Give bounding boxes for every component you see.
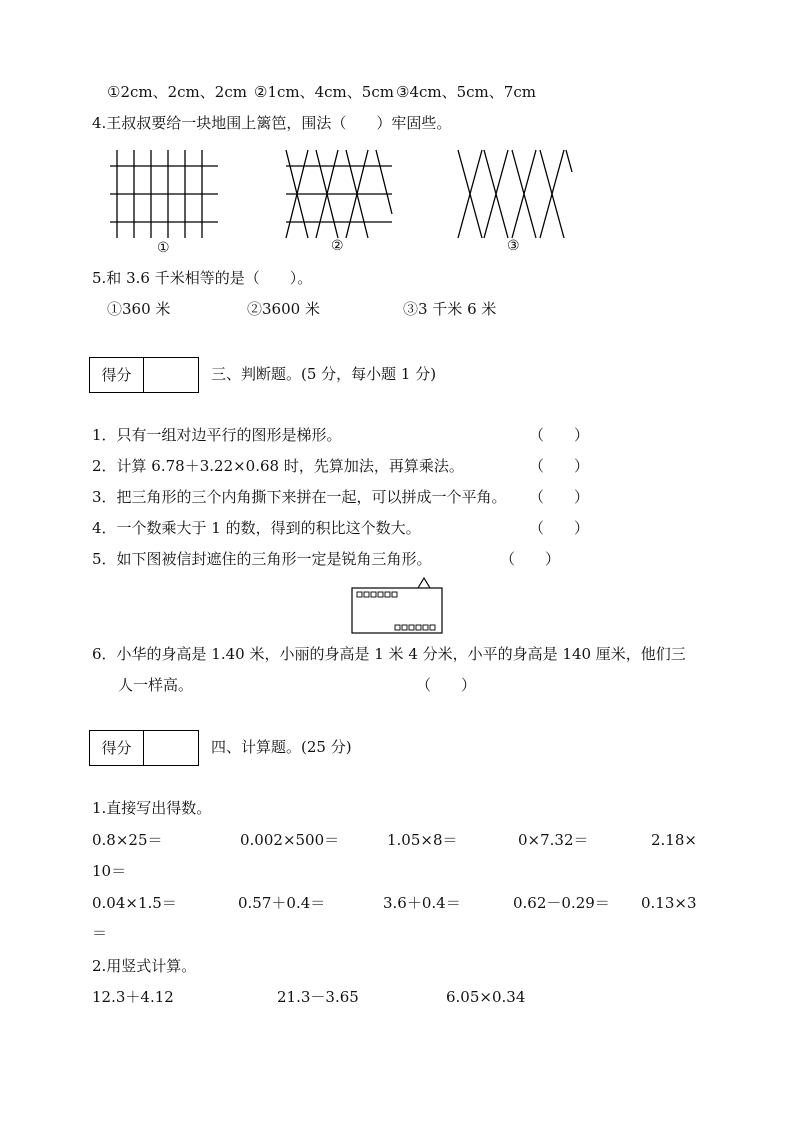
judge-paren-5: （ ） <box>500 550 561 568</box>
calc-sub2-title: 2.用竖式计算。 <box>92 957 197 975</box>
calc-r1-2: 0.002×500＝ <box>240 831 340 849</box>
calc-r1-5: 2.18× <box>651 831 697 849</box>
q5-option-3: ③3 千米 6 米 <box>403 300 497 318</box>
calc-r3-1: 12.3＋4.12 <box>92 988 174 1006</box>
section4-title: 四、计算题。(25 分) <box>211 738 352 756</box>
calc-r1-4: 0×7.32＝ <box>518 831 589 849</box>
fence-grid-figure <box>108 148 220 240</box>
calc-r2-5: 0.13×3 <box>641 894 697 912</box>
q5-stem: 5.和 3.6 千米相等的是（ ）。 <box>92 269 313 287</box>
calc-r2-wrap: ＝ <box>92 924 108 942</box>
fence-label-1: ① <box>157 240 170 256</box>
fence-diagonal-figure <box>454 148 576 240</box>
score-label: 得分 <box>90 358 144 392</box>
judge-item-6-line2: 人一样高。 <box>118 676 194 694</box>
q4-stem: 4.王叔叔要给一块地围上篱笆，围法（ ）牢固些。 <box>92 114 452 132</box>
envelope-figure <box>350 575 446 635</box>
q5-option-1: ①360 米 <box>107 300 171 318</box>
judge-paren-3: （ ） <box>529 488 590 506</box>
q3-option-3: ③4cm、5cm、7cm <box>396 83 536 101</box>
fence-label-3: ③ <box>507 238 520 254</box>
fence-label-2: ② <box>331 238 344 254</box>
calc-r2-1: 0.04×1.5＝ <box>92 894 177 912</box>
score-label: 得分 <box>90 731 144 765</box>
q5-option-2: ②3600 米 <box>247 300 320 318</box>
calc-r2-3: 3.6＋0.4＝ <box>383 894 461 912</box>
calc-sub1-title: 1.直接写出得数。 <box>92 799 212 817</box>
score-box-section3 <box>89 357 199 393</box>
judge-item-5: 5．如下图被信封遮住的三角形一定是锐角三角形。 <box>92 550 432 568</box>
judge-paren-1: （ ） <box>529 426 590 444</box>
judge-paren-4: （ ） <box>529 519 590 537</box>
judge-paren-6: （ ） <box>416 676 477 694</box>
calc-r2-4: 0.62－0.29＝ <box>513 894 610 912</box>
judge-item-1: 1．只有一组对边平行的图形是梯形。 <box>92 426 342 444</box>
calc-r3-3: 6.05×0.34 <box>446 988 526 1006</box>
calc-r1-1: 0.8×25＝ <box>92 831 163 849</box>
calc-r1-wrap: 10＝ <box>92 862 127 880</box>
calc-r2-2: 0.57＋0.4＝ <box>238 894 326 912</box>
judge-item-4: 4．一个数乘大于 1 的数，得到的积比这个数大。 <box>92 519 421 537</box>
calc-r3-2: 21.3－3.65 <box>277 988 359 1006</box>
calc-r1-3: 1.05×8＝ <box>387 831 458 849</box>
fence-mixed-figure <box>282 148 394 240</box>
q3-option-1: ①2cm、2cm、2cm <box>107 83 247 101</box>
section3-title: 三、判断题。(5 分，每小题 1 分) <box>211 365 437 383</box>
judge-item-3: 3．把三角形的三个内角撕下来拼在一起，可以拼成一个平角。 <box>92 488 507 506</box>
judge-paren-2: （ ） <box>529 457 590 475</box>
score-box-section4 <box>89 730 199 766</box>
judge-item-2: 2．计算 6.78＋3.22×0.68 时，先算加法，再算乘法。 <box>92 457 464 475</box>
judge-item-6-line1: 6．小华的身高是 1.40 米，小丽的身高是 1 米 4 分米，小平的身高是 140 厘米，他们三 <box>92 645 686 663</box>
q3-option-2: ②1cm、4cm、5cm <box>254 83 394 101</box>
